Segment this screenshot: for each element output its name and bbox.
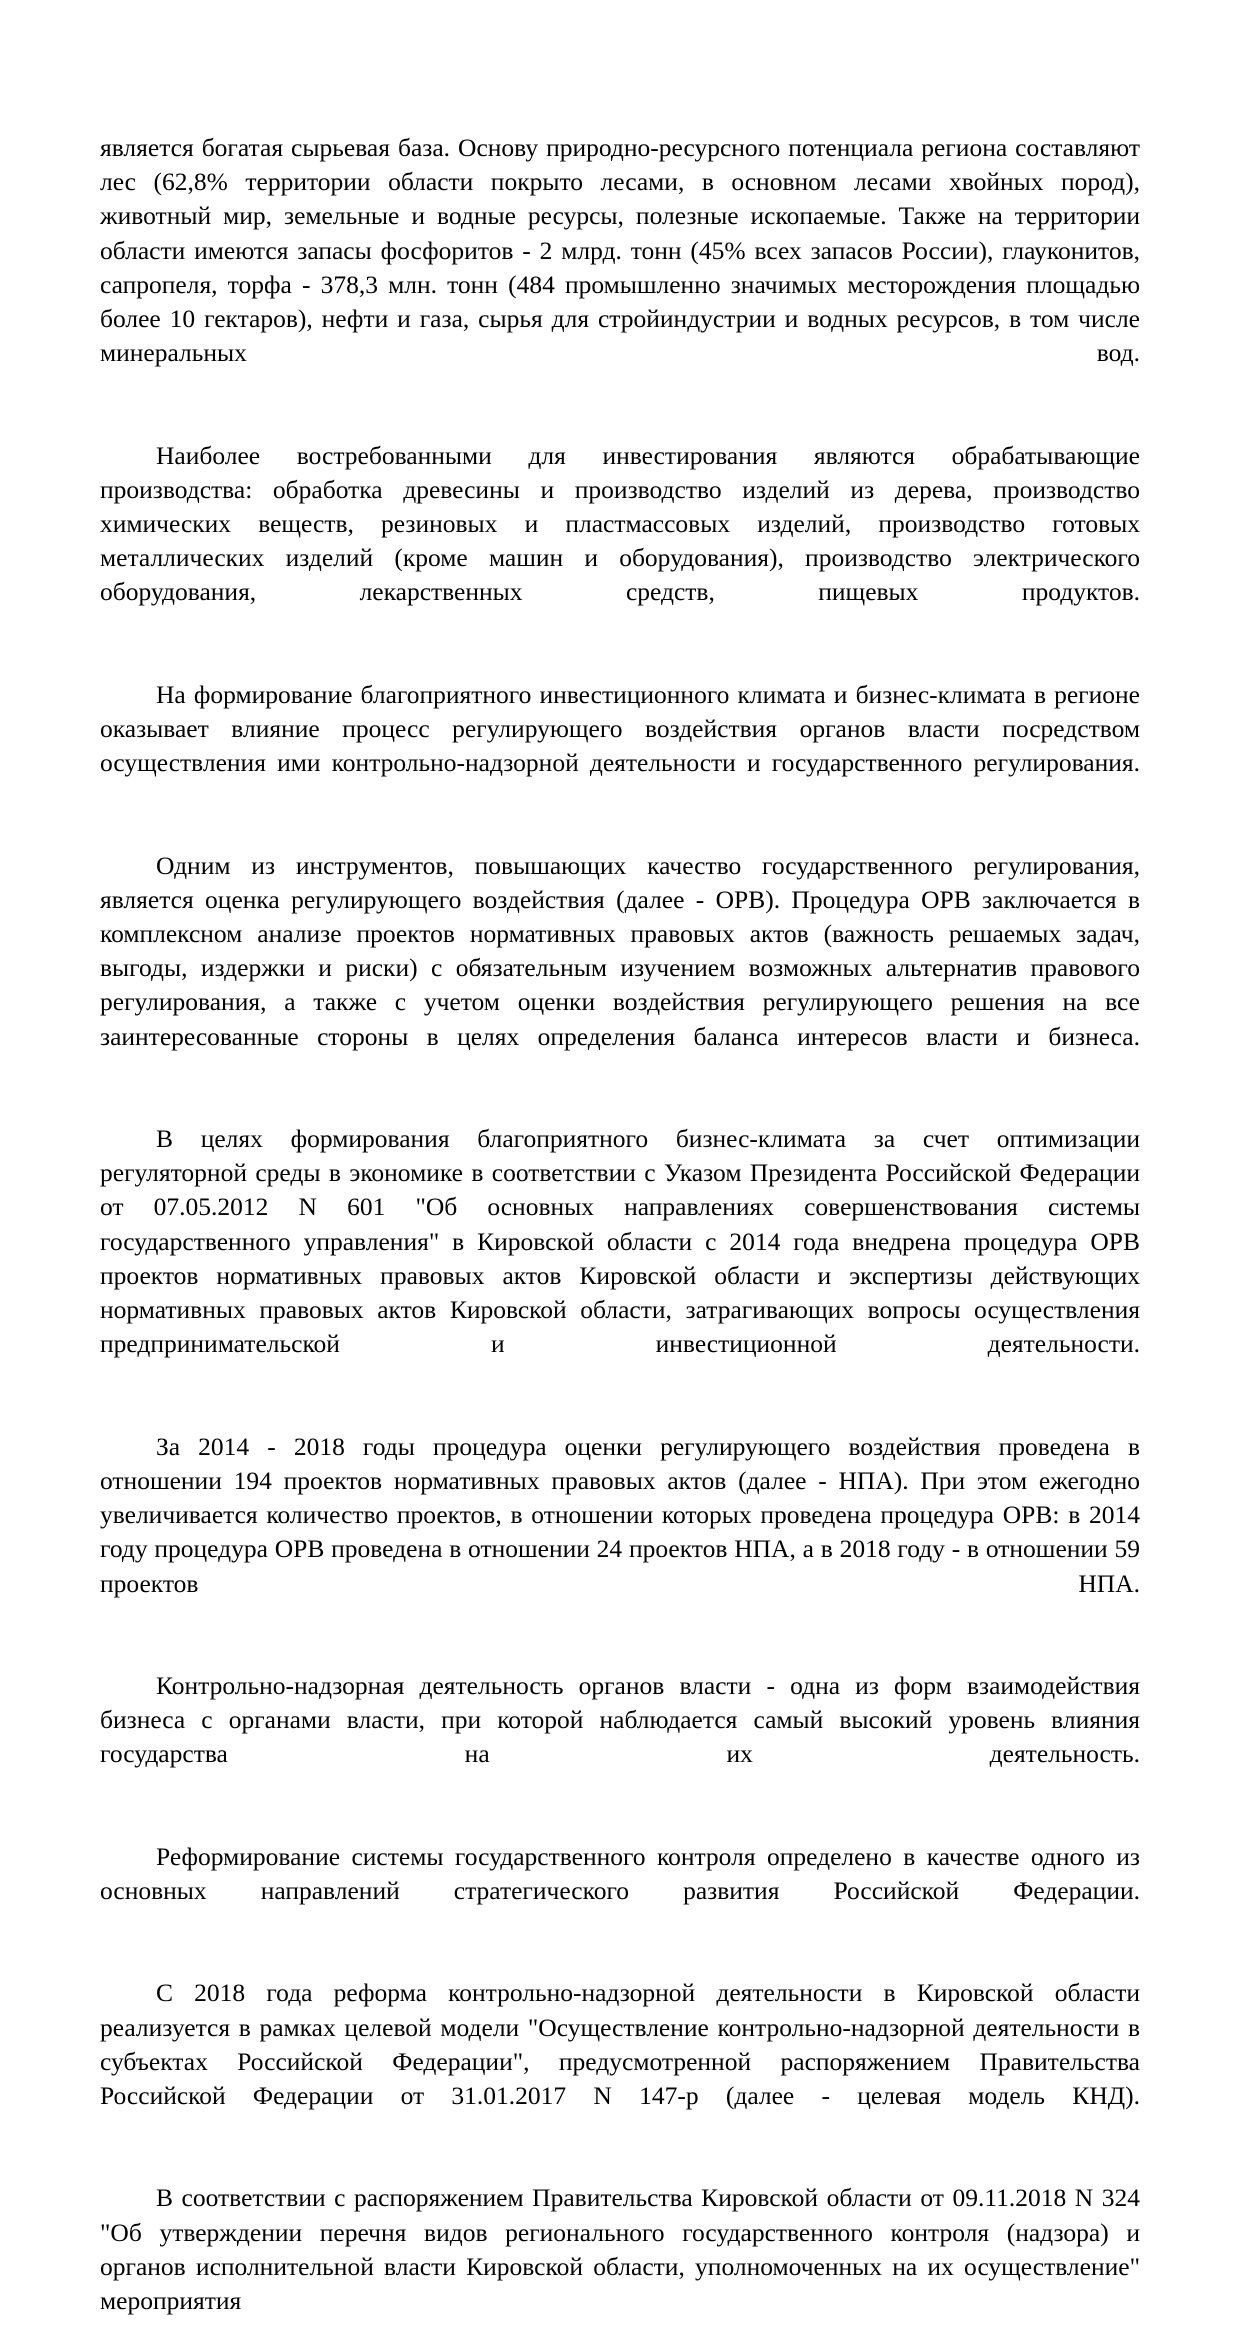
- paragraph-8: Реформирование системы государственного контроля определено в качестве одного из основных направлений стратегического развития Российской Федерации.: [100, 1841, 1140, 1905]
- paragraph-9: С 2018 года реформа контрольно-надзорной деятельности в Кировской области реализуется в рамках целевой модели "Осуществление контрольно-надзорной деятельности в субъектах Российской Федерации", предусмотренной распоряжением Правительства Российской Федерации от 31.01.2017 N 147-р (далее - целевая модель КНД).: [100, 1978, 1140, 2110]
- paragraph-7: Контрольно-надзорная деятельность органов власти - одна из форм взаимодействия бизнеса с органами власти, при которой наблюдается самый высокий уровень влияния государства на их деятельность.: [100, 1670, 1140, 1769]
- paragraph-1: является богатая сырьевая база. Основу природно-ресурсного потенциала региона составляют лес (62,8% территории области покрыто лесами, в основном лесами хвойных пород), животный мир, земельные и водные ресурсы, полезные ископаемые. Также на территории области имеются запасы фосфоритов - 2 млрд. тонн (45% всех запасов России), глауконитов, сапропеля, торфа - 378,3 млн. тонн (484 промышленно значимых месторождения площадью более 10 гектаров), нефти и газа, сырья для стройиндустрии и водных ресурсов, в том числе минеральных вод.: [100, 133, 1140, 368]
- paragraph-4: Одним из инструментов, повышающих качество государственного регулирования, является оценка регулирующего воздействия (далее - ОРВ). Процедура ОРВ заключается в комплексном анализе проектов нормативных правовых актов (важность решаемых задач, выгоды, издержки и риски) с обязательным изучением возможных альтернатив правового регулирования, а также с учетом оценки воздействия регулирующего решения на все заинтересованные стороны в целях определения баланса интересов власти и бизнеса.: [100, 850, 1140, 1051]
- paragraph-6: За 2014 - 2018 годы процедура оценки регулирующего воздействия проведена в отношении 194 проектов нормативных правовых актов (далее - НПА). При этом ежегодно увеличивается количество проектов, в отношении которых проведена процедура ОРВ: в 2014 году процедура ОРВ проведена в отношении 24 проектов НПА, а в 2018 году - в отношении 59 проектов НПА.: [100, 1431, 1140, 1598]
- paragraph-10: В соответствии с распоряжением Правительства Кировской области от 09.11.2018 N 324 "Об утверждении перечня видов регионального государственного контроля (надзора) и органов исполнительной власти Кировской области, уполномоченных на их осуществление" мероприятия: [100, 2183, 1140, 2315]
- document-body: [100, 131, 1140, 2352]
- paragraph-3: На формирование благоприятного инвестиционного климата и бизнес-климата в регионе оказывает влияние процесс регулирующего воздействия органов власти посредством осуществления ими контрольно-надзорной деятельности и государственного регулирования.: [100, 679, 1140, 778]
- paragraph-5: В целях формирования благоприятного бизнес-климата за счет оптимизации регуляторной среды в экономике в соответствии с Указом Президента Российской Федерации от 07.05.2012 N 601 "Об основных направлениях совершенствования системы государственного управления" в Кировской области с 2014 года внедрена процедура ОРВ проектов нормативных правовых актов Кировской области и экспертизы действующих нормативных правовых актов Кировской области, затрагивающих вопросы осуществления предпринимательской и инвестиционной деятельности.: [100, 1124, 1140, 1359]
- paragraph-2: Наиболее востребованными для инвестирования являются обрабатывающие производства: обработка древесины и производство изделий из дерева, производство химических веществ, резиновых и пластмассовых изделий, производство готовых металлических изделий (кроме машин и оборудования), производство электрического оборудования, лекарственных средств, пищевых продуктов.: [100, 440, 1140, 607]
